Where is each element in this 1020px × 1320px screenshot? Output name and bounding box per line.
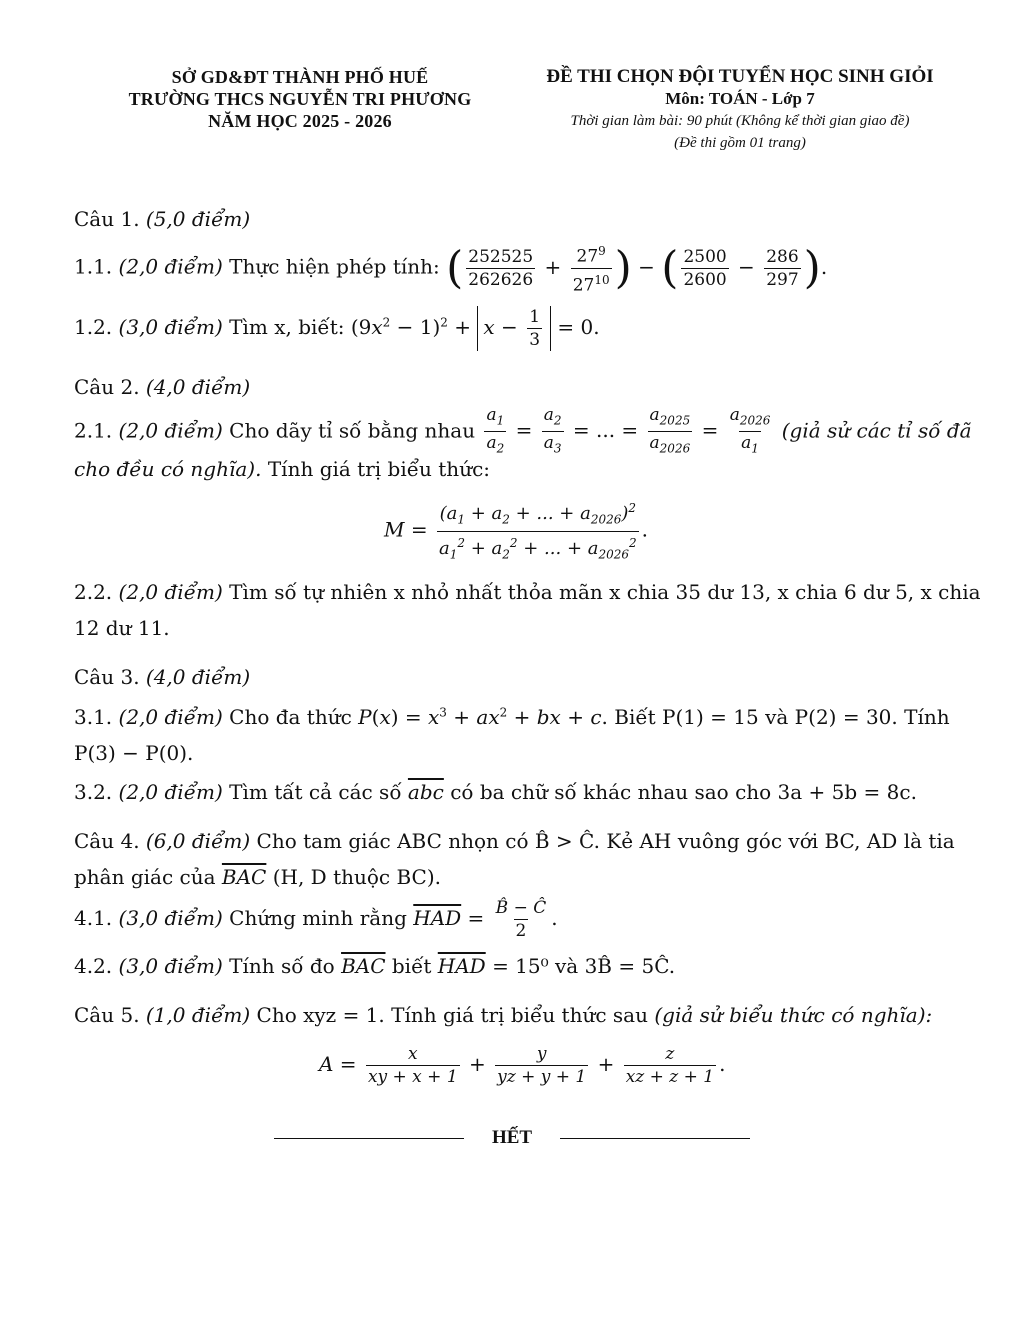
time-note: Thời gian làm bài: 90 phút (Không kể thời gian giao đề) bbox=[570, 113, 910, 129]
question-2-2-cont bbox=[74, 616, 170, 640]
part-text: Tìm tất cả các số bbox=[229, 780, 402, 804]
question-1-2 bbox=[74, 306, 600, 351]
question-label: Câu 4. bbox=[74, 829, 140, 853]
question-3-heading bbox=[74, 665, 250, 689]
part-points: (2,0 điểm) bbox=[118, 254, 223, 279]
question-label: Câu 5. bbox=[74, 1003, 140, 1027]
formula-angle-bac: $\overline{BAC}$ bbox=[221, 865, 267, 889]
question-points: (4,0 điểm) bbox=[145, 665, 251, 689]
exam-title: ĐỀ THI CHỌN ĐỘI TUYỂN HỌC SINH GIỎI bbox=[546, 66, 934, 87]
formula-M: M = $\frac{(a_1 + a_2 + ... + a_{2026})^2}{a_1^2 + a_2^2 + ... + a_{2026}^2}$ . bbox=[384, 497, 648, 565]
question-4-cont bbox=[74, 865, 441, 889]
formula-polynomial: $P(x) = x^3 + ax^2$ + bx + c bbox=[358, 705, 602, 729]
question-1-heading bbox=[74, 207, 250, 231]
part-note: cho đều có nghĩa). bbox=[74, 457, 262, 481]
formula-angle-had: $\overline{HAD}$ bbox=[437, 954, 486, 978]
formula-1-1: ( $\frac{252525}{262626}$ + $\frac{27^9}{27^{10}}$ ) − ( $\frac{2500}{2600}$ − $\frac{286}{297}$ ). bbox=[446, 242, 828, 296]
question-5-heading bbox=[74, 1003, 932, 1027]
question-3-2 bbox=[74, 780, 917, 804]
end-text: HẾT bbox=[491, 1127, 533, 1148]
school-header bbox=[95, 66, 505, 132]
question-3-1-cont bbox=[74, 741, 193, 765]
part-points: (3,0 điểm) bbox=[118, 315, 223, 339]
part-label: 4.2. bbox=[74, 954, 113, 978]
formula-abc: $\overline{abc}$ bbox=[407, 780, 444, 804]
question-points: (5,0 điểm) bbox=[145, 207, 251, 231]
part-text: = 15⁰ và 3B̂ = 5Ĉ. bbox=[492, 954, 676, 978]
part-label: 2.1. bbox=[74, 418, 113, 443]
part-text: Tìm số tự nhiên x nhỏ nhất thỏa mãn x chia 35 dư 13, x chia 6 dư 5, x chia bbox=[229, 580, 981, 604]
part-label: 4.1. bbox=[74, 906, 113, 930]
question-2-1-cont bbox=[74, 457, 490, 481]
part-points: (2,0 điểm) bbox=[118, 418, 223, 443]
part-points: (2,0 điểm) bbox=[118, 780, 223, 804]
part-points: (2,0 điểm) bbox=[118, 705, 223, 729]
part-text: biết bbox=[391, 954, 432, 978]
exam-header bbox=[520, 66, 960, 154]
question-2-2 bbox=[74, 580, 981, 604]
question-label: Câu 2. bbox=[74, 375, 140, 399]
formula-2-1-ratios: $\frac{a_1}{a_2}$ = $\frac{a_2}{a_3}$ = ... = $\frac{a_{2025}}{a_{2026}}$ = $\frac{a_{2026}}{a_1}$ bbox=[481, 418, 775, 442]
end-rule-right bbox=[560, 1138, 750, 1139]
part-text: . Biết P(1) = 15 và P(2) = 30. Tính bbox=[601, 705, 950, 729]
formula-A: A = $\frac{x}{xy + x + 1}$ + $\frac{y}{yz + y + 1}$ + $\frac{z}{xz + z + 1}$ . bbox=[319, 1044, 726, 1087]
end-marker bbox=[274, 1127, 750, 1149]
question-text: phân giác của bbox=[74, 865, 216, 889]
question-points: (1,0 điểm) bbox=[145, 1003, 251, 1027]
part-points: (3,0 điểm) bbox=[118, 906, 223, 930]
school-year: NĂM HỌC 2025 - 2026 bbox=[208, 111, 392, 131]
part-text: 12 dư 11. bbox=[74, 616, 170, 640]
question-label: Câu 3. bbox=[74, 665, 140, 689]
school-name: TRƯỜNG THCS NGUYỄN TRI PHƯƠNG bbox=[128, 89, 472, 109]
part-label: 3.1. bbox=[74, 705, 113, 729]
part-text: Tính số đo bbox=[229, 954, 335, 978]
formula-1-2: $(9x^2 - 1)^2 + x$ − $\frac{1}{3}$ = 0. bbox=[350, 307, 600, 350]
part-text: Cho dãy tỉ số bằng nhau bbox=[229, 418, 476, 443]
question-2-1 bbox=[74, 404, 972, 460]
part-text: Chứng minh rằng bbox=[229, 906, 407, 930]
pages-note: (Đề thi gồm 01 trang) bbox=[674, 135, 806, 151]
department-name: SỞ GD&ĐT THÀNH PHỐ HUẾ bbox=[171, 67, 429, 87]
part-text: Thực hiện phép tính: bbox=[229, 254, 440, 279]
question-note: (giả sử biểu thức có nghĩa): bbox=[654, 1003, 933, 1027]
part-points: (2,0 điểm) bbox=[118, 580, 223, 604]
question-4-2 bbox=[74, 954, 675, 978]
part-note: (giả sử các tỉ số đã bbox=[781, 418, 972, 443]
part-label: 1.1. bbox=[74, 254, 113, 279]
end-rule-left bbox=[274, 1138, 464, 1139]
formula-angle-bac: $\overline{BAC}$ bbox=[341, 954, 386, 978]
part-text: P(3) − P(0). bbox=[74, 741, 194, 765]
part-label: 1.2. bbox=[74, 315, 113, 339]
question-2-heading bbox=[74, 375, 250, 399]
question-4-heading bbox=[74, 829, 955, 853]
question-text: Cho tam giác ABC nhọn có B̂ > Ĉ. Kẻ AH vuông góc với BC, AD là tia bbox=[256, 829, 955, 853]
part-text: Tính giá trị biểu thức: bbox=[267, 457, 491, 481]
part-label: 2.2. bbox=[74, 580, 113, 604]
question-4-1 bbox=[74, 897, 558, 942]
question-text: (H, D thuộc BC). bbox=[272, 865, 441, 889]
part-label: 3.2. bbox=[74, 780, 113, 804]
question-label: Câu 1. bbox=[74, 207, 140, 231]
part-text: Cho đa thức bbox=[229, 705, 352, 729]
part-text: Tìm x, biết: bbox=[229, 315, 345, 339]
part-text: có ba chữ số khác nhau sao cho 3a + 5b = 8c. bbox=[450, 780, 917, 804]
question-points: (6,0 điểm) bbox=[145, 829, 251, 853]
formula-4-1: $\overline{HAD}$ = $\frac{B̂ - Ĉ}{2}$ . bbox=[413, 898, 558, 941]
question-3-1 bbox=[74, 705, 950, 729]
question-1-1 bbox=[74, 240, 827, 296]
exam-subject: Môn: TOÁN - Lớp 7 bbox=[665, 89, 815, 108]
part-points: (3,0 điểm) bbox=[118, 954, 223, 978]
question-text: Cho xyz = 1. Tính giá trị biểu thức sau bbox=[256, 1003, 648, 1027]
question-points: (4,0 điểm) bbox=[145, 375, 251, 399]
